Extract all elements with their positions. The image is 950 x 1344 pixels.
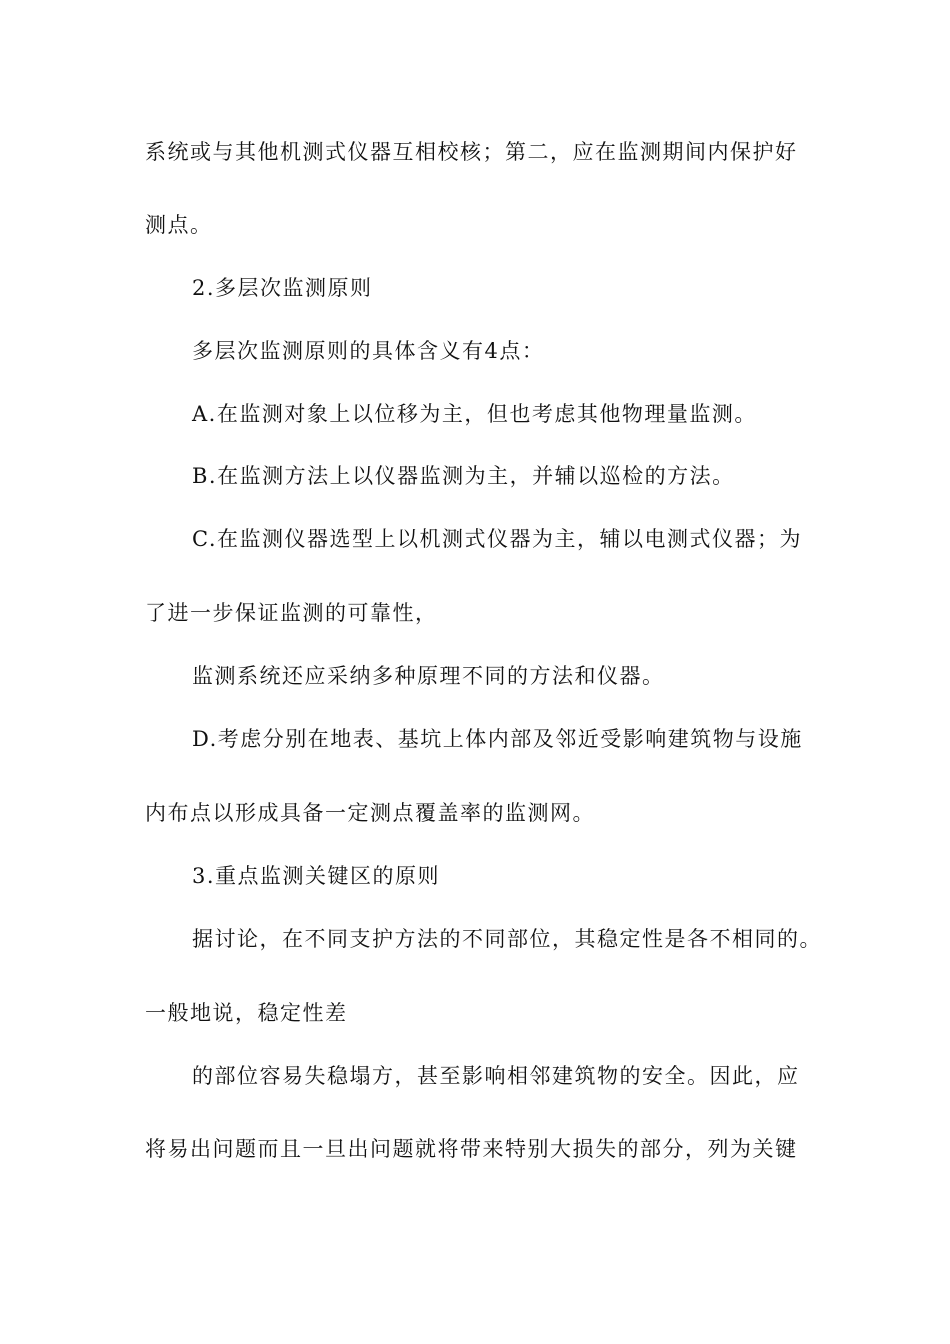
paragraph-line: 系统或与其他机测式仪器互相校核；第二，应在监测期间内保护好 <box>145 140 798 164</box>
section-heading: 2.多层次监测原则 <box>192 276 373 300</box>
paragraph-line: 一般地说，稳定性差 <box>145 1001 348 1025</box>
section-heading: 3.重点监测关键区的原则 <box>192 864 441 888</box>
paragraph-line: 了进一步保证监测的可靠性， <box>145 601 438 625</box>
paragraph-line: 监测系统还应采纳多种原理不同的方法和仪器。 <box>192 664 665 688</box>
list-item: C.在监测仪器选型上以机测式仪器为主，辅以电测式仪器；为 <box>192 527 802 551</box>
paragraph-line: 测点。 <box>145 213 213 237</box>
paragraph-line: 内布点以形成具备一定测点覆盖率的监测网。 <box>145 801 595 825</box>
list-item: D.考虑分别在地表、基坑上体内部及邻近受影响建筑物与设施 <box>192 727 803 751</box>
paragraph-line: 将易出问题而且一旦出问题就将带来特别大损失的部分，列为关键 <box>145 1137 798 1161</box>
paragraph-line: 的部位容易失稳塌方，甚至影响相邻建筑物的安全。因此，应 <box>192 1064 800 1088</box>
list-item: A.在监测对象上以位移为主，但也考虑其他物理量监测。 <box>192 402 757 426</box>
list-item: B.在监测方法上以仪器监测为主，并辅以巡检的方法。 <box>192 464 735 488</box>
paragraph-line: 多层次监测原则的具体含义有4点： <box>192 339 545 363</box>
paragraph-line: 据讨论，在不同支护方法的不同部位，其稳定性是各不相同的。 <box>192 927 822 951</box>
